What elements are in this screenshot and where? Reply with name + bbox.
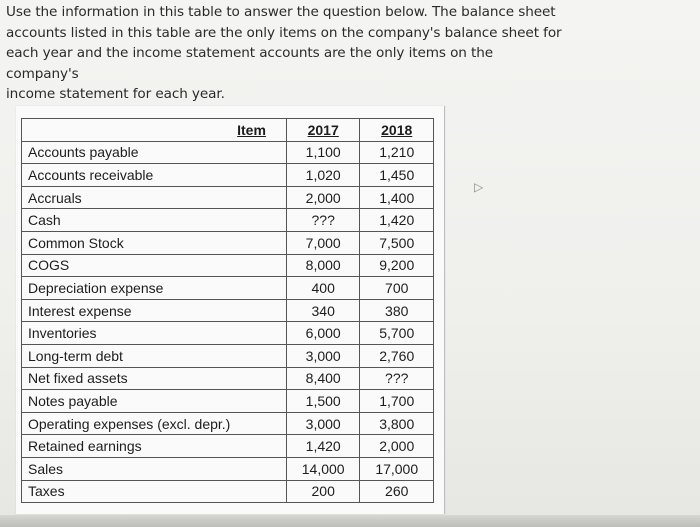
table-row <box>22 164 434 187</box>
instructions-line: Use the information in this table to answer the question below. The balance sheet <box>6 4 556 20</box>
table-row <box>22 435 434 458</box>
row-value-2018: 3,800 <box>360 412 434 435</box>
row-value-2018: 9,200 <box>360 254 434 277</box>
instructions-line: each year and the income statement accounts are the only items on the company's <box>6 45 494 82</box>
row-value-2017: 3,000 <box>286 344 360 367</box>
row-item-label: Accounts payable <box>22 141 287 164</box>
row-item-label: Interest expense <box>22 299 287 322</box>
row-value-2018: 7,500 <box>360 231 434 254</box>
row-item-label: COGS <box>22 254 287 277</box>
page-bottom-edge <box>0 515 700 527</box>
row-value-2017: 340 <box>286 299 360 322</box>
row-item-label: Net fixed assets <box>22 367 287 390</box>
row-value-2018: 1,450 <box>360 164 434 187</box>
financial-data-table-panel <box>16 106 445 514</box>
financial-data-table <box>21 118 434 503</box>
row-value-2018: 380 <box>360 299 434 322</box>
row-value-2018: 260 <box>360 480 434 503</box>
row-value-2017: 400 <box>286 277 360 300</box>
row-value-2017: 1,500 <box>286 390 360 413</box>
row-value-2018: 2,760 <box>360 344 434 367</box>
row-value-2017: 8,000 <box>286 254 360 277</box>
row-value-2018: 2,000 <box>360 435 434 458</box>
row-value-2018: 1,700 <box>360 390 434 413</box>
row-value-2017: 1,420 <box>286 435 360 458</box>
table-row <box>22 277 434 300</box>
table-row <box>22 141 434 164</box>
row-item-label: Cash <box>22 209 287 232</box>
row-item-label: Operating expenses (excl. depr.) <box>22 412 287 435</box>
row-item-label: Depreciation expense <box>22 277 287 300</box>
row-item-label: Common Stock <box>22 231 287 254</box>
instructions-line: income statement for each year. <box>6 86 225 102</box>
table-row <box>22 412 434 435</box>
row-value-2017: 8,400 <box>286 367 360 390</box>
row-value-2017: 3,000 <box>286 412 360 435</box>
table-row <box>22 457 434 480</box>
row-value-2017: 2,000 <box>286 186 360 209</box>
table-row <box>22 231 434 254</box>
row-value-2018: 5,700 <box>360 322 434 345</box>
table-row <box>22 254 434 277</box>
table-row <box>22 390 434 413</box>
row-item-label: Notes payable <box>22 390 287 413</box>
row-value-2018: 700 <box>360 277 434 300</box>
table-row <box>22 344 434 367</box>
table-row <box>22 367 434 390</box>
table-row <box>22 480 434 503</box>
instructions-text <box>6 2 566 105</box>
table-header-row <box>22 119 434 142</box>
table-row <box>22 322 434 345</box>
row-item-label: Sales <box>22 457 287 480</box>
table-row <box>22 209 434 232</box>
row-value-2017: 7,000 <box>286 231 360 254</box>
header-2018: 2018 <box>360 119 434 142</box>
row-value-2017: 1,020 <box>286 164 360 187</box>
row-item-label: Taxes <box>22 480 287 503</box>
table-row <box>22 299 434 322</box>
header-2017: 2017 <box>286 119 360 142</box>
row-value-2017: 14,000 <box>286 457 360 480</box>
row-item-label: Accounts receivable <box>22 164 287 187</box>
row-value-2017: ??? <box>286 209 360 232</box>
row-value-2018: 1,420 <box>360 209 434 232</box>
row-value-2018: 1,210 <box>360 141 434 164</box>
row-item-label: Long-term debt <box>22 344 287 367</box>
instructions-line: accounts listed in this table are the only items on the company's balance sheet for <box>6 24 562 41</box>
header-item: Item <box>22 119 287 142</box>
mouse-cursor-icon: ▷ <box>474 180 484 194</box>
row-value-2018: ??? <box>360 367 434 390</box>
row-value-2017: 1,100 <box>286 141 360 164</box>
row-item-label: Inventories <box>22 322 287 345</box>
row-value-2018: 1,400 <box>360 186 434 209</box>
row-item-label: Accruals <box>22 186 287 209</box>
table-row <box>22 186 434 209</box>
row-value-2017: 6,000 <box>286 322 360 345</box>
row-item-label: Retained earnings <box>22 435 287 458</box>
row-value-2018: 17,000 <box>360 457 434 480</box>
row-value-2017: 200 <box>286 480 360 503</box>
